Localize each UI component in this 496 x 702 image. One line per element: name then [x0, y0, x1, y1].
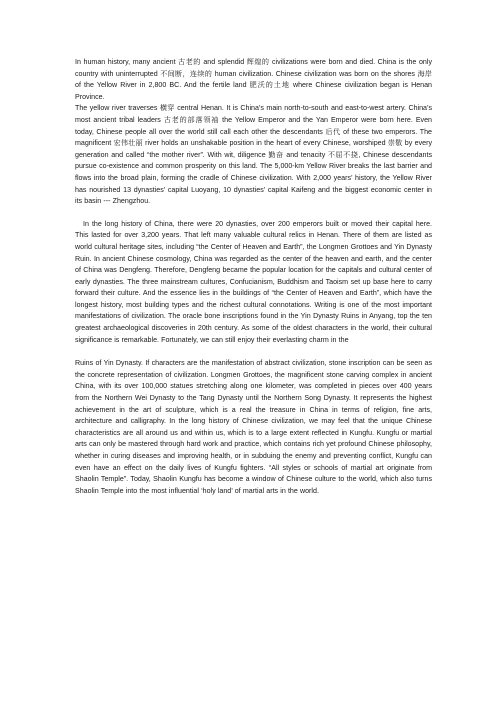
paragraph-yin-ruins-kungfu: Ruins of Yin Dynasty. If characters are the manifestation of abstract civilization, stone inscription can be seen as the concrete representation of civilization. Longmen Grottoes, the magnificent stone carving complex in ancient China, with its over 100,000 statues stretching along one kilometer, was completed in pieces over 400 years from the Northern Wei Dynasty to the Tang Dynasty until the Northern Song Dynasty. It represents the highest achievement in the art of sculpture, which is a real the treasure in China in terms of religion, fine arts, architecture and calligraphy. In the long history of Chinese civilization, we may feel that the unique Chinese characteristics are all around us and within us, which is to a large extent reflected in Kungfu. Kungfu or martial arts can only be mastered through hard work and practice, which contains rich yet profound Chinese philosophy, whether in curing diseases and improving health, or in subduing the enemy and preventing conflict, Kungfu can even have an effect on the daily lives of Kungfu fighters. “All styles or schools of martial art originate from Shaolin Temple”. Today, Shaolin Kungfu has become a window of Chinese culture to the world, which also turns Shaolin Temple into the most influential ‘holy land’ of martial arts in the world. [75, 359, 432, 495]
paragraph-dynasties-heritage: In the long history of China, there were 20 dynasties, over 200 emperors built or moved their capital here. This lasted for over 3,200 years. That left many valuable cultural relics in Henan. There of them are listed as world cultural heritage sites, including “the Center of Heaven and Earth”, the Longmen Grottoes and Yin Dynasty Ruin. In ancient Chinese cosmology, China was regarded as the center of the heaven and earth, and the center of China was Dengfeng. Therefore, Dengfeng became the popular location for the capitals and cultural center of early dynasties. The three mainstream cultures, Confucianism, Buddhism and Taoism set up base here to carry forward their culture. And the essence lies in the buildings of “the Center of Heaven and Earth”, which have the longest history, most building types and the richest cultural connotations. Writing is one of the most important manifestations of civilization. The oracle bone inscriptions found in the Yin Dynasty Ruins in Anyang, top the ten greatest archaeological discoveries in 20th century. As some of the oldest characters in the world, their cultural significance is remarkable. Fortunately, we can still enjoy their everlasting charm in the [75, 219, 432, 344]
paragraph-henan-civilization: In human history, many ancient 古老的 and splendid 辉煌的 civilizations were born and died. China is the only country with uninterrupted 不间断，连续的 human civilization. Chinese civilization was born on the shores 海岸 of the Yellow River in 2,800 BC. And the fertile land 肥沃的土地 where Chinese civilization began is Henan Province. [75, 58, 432, 101]
paragraph-spacer [75, 208, 432, 219]
paragraph-spacer [75, 346, 432, 358]
paragraph-yellow-river: The yellow river traverses 横穿 central Henan. It is China’s main north-to-south and east-to-west artery. China’s most ancient tribal leaders 古老的部落领袖 the Yellow Emperor and the Yan Emperor were born here. Even today, Chinese people all over the world still call each other the descendants 后代 of these two emperors. The magnificent 宏伟壮丽 river holds an unshakable position in the heart of every Chinese, worshiped 崇敬 by every generation and called “the mother river”. With wit, diligence 勤奋 and tenacity 不屈不挠, Chinese descendants pursue co-existence and common prosperity on this land. The 5,000-km Yellow River breaks the last barrier and flows into the broad plain, forming the cradle of Chinese civilization. With 2,000 years’ history, the Yellow River has nourished 13 dynasties’ capital Luoyang, 10 dynasties’ capital Kaifeng and the biggest economic center in its basin --- Zhengzhou. [75, 104, 432, 206]
